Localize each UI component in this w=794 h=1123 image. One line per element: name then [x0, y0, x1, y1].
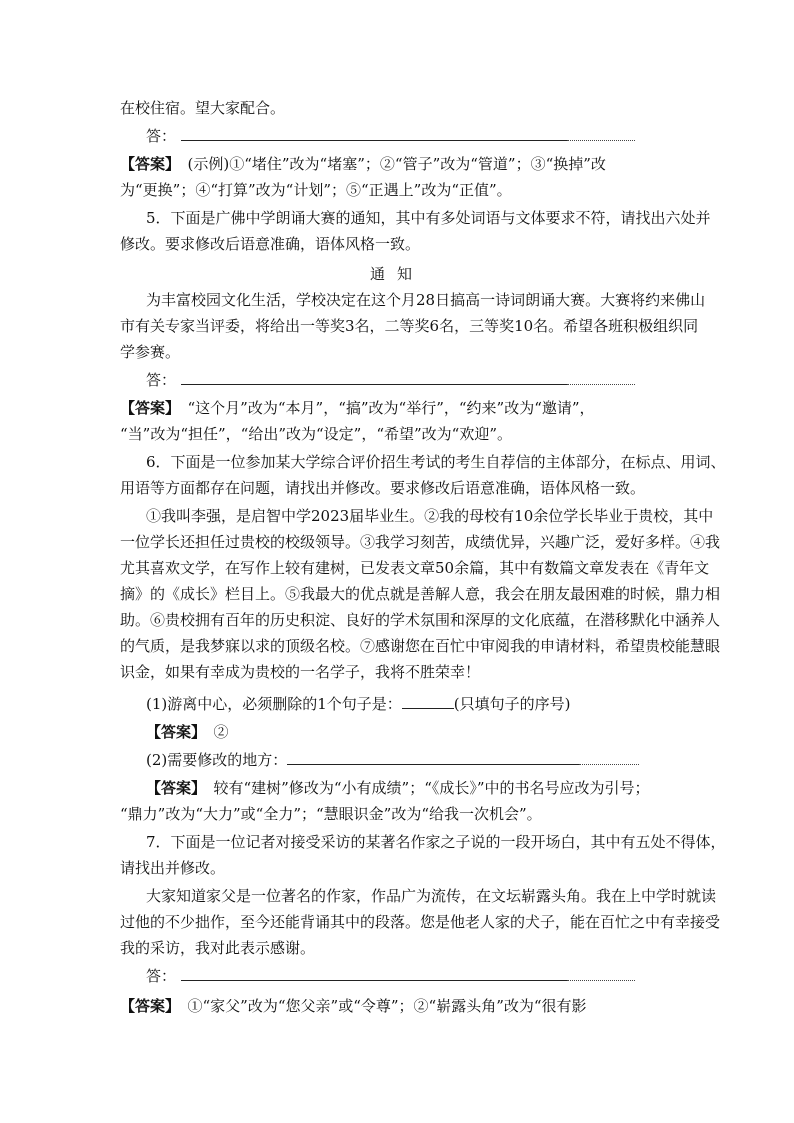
answer-line [181, 968, 567, 981]
answer-label: 答： [146, 127, 177, 145]
question-6: 6．下面是一位参加某大学综合评价招生考试的考生自荐信的主体部分，在标点、用词、 [146, 453, 726, 471]
text-line: “鼎力”改为“大力”或“全力”；“慧眼识金”改为“给我一次机会”。 [120, 805, 542, 823]
text-line: 市有关专家当评委，将给出一等奖3名，二等奖6名，三等奖10名。希望各班积极组织同 [120, 317, 699, 335]
notice-title: 通知 [369, 265, 424, 283]
answer-text: 【答案】 ①“家父”改为“您父亲”或“令尊”；②“崭露头角”改为“很有影 [120, 997, 587, 1015]
text-line: 大家知道家父是一位著名的作家，作品广为流传，在文坛崭露头角。我在上中学时就读 [146, 887, 717, 905]
fill-blank [402, 696, 454, 709]
answer-text: 【答案】 较有“建树”修改为“小有成绩”；“《成长》”中的书名号应改为引号； [146, 779, 650, 797]
text-line: 为“更换”；④“打算”改为“计划”；⑤“正遇上”改为“正值”。 [120, 181, 512, 199]
question-7: 7．下面是一位记者对接受采访的某著名作家之子说的一段开场白，其中有五处不得体， [146, 833, 726, 851]
answer-text: 【答案】 ② [146, 723, 229, 741]
answer-prompt: 答： [146, 966, 706, 988]
sub-question-1: (1)游离中心，必须删除的1个句子是： (只填句子的序号) [146, 695, 571, 713]
answer-line [287, 752, 579, 765]
answer-prompt [146, 126, 706, 148]
text-line: 在校住宿。望大家配合。 [120, 99, 286, 117]
text-line: 我的采访，我对此表示感谢。 [120, 939, 316, 957]
text-line: 为丰富校园文化生活，学校决定在这个月28日搞高一诗词朗诵大赛。大赛将约来佛山 [146, 291, 706, 309]
text-line: 学参赛。 [120, 343, 181, 361]
answer-prompt: 答： [146, 370, 706, 392]
answer-line-dotted [567, 128, 635, 141]
text-line: 修改。要求修改后语意准确，语体风格一致。 [120, 235, 421, 253]
text-line: 识金，如果有幸成为贵校的一名学子，我将不胜荣幸！ [120, 663, 481, 681]
text-line: 摘》的《成长》栏目上。⑤我最大的优点就是善解人意，我会在朋友最困难的时候，鼎力相 [120, 585, 721, 603]
text-line: 过他的不少拙作，至今还能背诵其中的段落。您是他老人家的犬子，能在百忙之中有幸接受 [120, 913, 721, 931]
answer-text: 【答案】 “这个月”改为“本月”，“搞”改为“举行”，“约来”改为“邀请”， [120, 399, 595, 417]
text-line: 助。⑥贵校拥有百年的历史积淀、良好的学术氛围和深厚的文化底蕴，在潜移默化中涵养人 [120, 611, 721, 629]
text-line: “当”改为“担任”，“给出”改为“设定”，“希望”改为“欢迎”。 [120, 425, 513, 443]
answer-line [181, 372, 567, 385]
sub-question-2: (2)需要修改的地方： [146, 750, 706, 772]
text-line: 请找出并修改。 [120, 859, 226, 877]
answer-line [181, 128, 567, 141]
text-line: 的气质，是我梦寐以求的顶级名校。⑦感谢您在百忙中审阅我的申请材料，希望贵校能慧眼 [120, 637, 721, 655]
text-line: 尤其喜欢文学，在写作上较有建树，已发表文章50余篇，其中有数篇文章发表在《青年文 [120, 559, 710, 577]
question-5: 5．下面是广佛中学朗诵大赛的通知，其中有多处词语与文体要求不符，请找出六处并 [146, 209, 711, 227]
text-line: 一位学长还担任过贵校的校级领导。③我学习刻苦，成绩优异，兴趣广泛，爱好多样。④我 [120, 533, 721, 551]
answer-tag: 【答案】 [120, 155, 173, 173]
text-line: ①我叫李强，是启智中学2023届毕业生。②我的母校有10余位学长毕业于贵校，其中 [146, 507, 714, 525]
text-line: 用语等方面都存在问题，请找出并修改。要求修改后语意准确，语体风格一致。 [120, 479, 646, 497]
answer-text: 【答案】 (示例)①“堵住”改为“堵塞”；②“管子”改为“管道”；③“换掉”改 [120, 155, 606, 173]
